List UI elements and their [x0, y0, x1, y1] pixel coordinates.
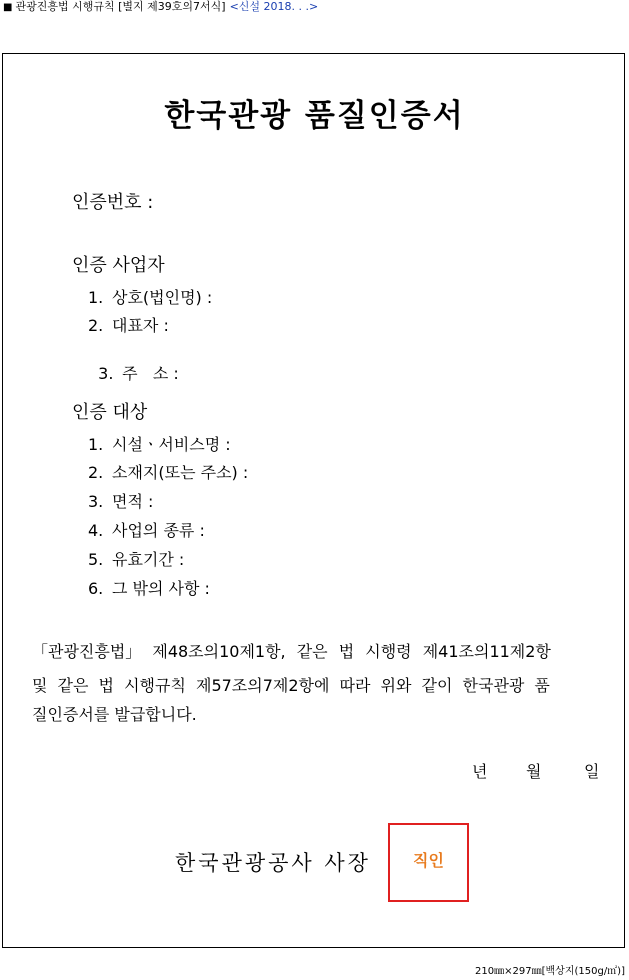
item-label: 상호(법인명) : — [112, 288, 213, 307]
operator-item-address — [88, 344, 179, 384]
square-bullet-icon: ■ — [3, 2, 13, 13]
statement-line-2: 및 같은 법 시행규칙 제57조의7제2항에 따라 위와 같이 한국관광 품 — [32, 676, 550, 695]
item-label: 면적 : — [112, 492, 154, 511]
item-number: 3. — [98, 364, 114, 383]
date-month: 월 — [526, 762, 542, 781]
item-number: 1. — [88, 435, 104, 454]
item-number: 1. — [88, 288, 104, 307]
operator-item-representative — [88, 316, 169, 336]
item-label: 그 밖의 사항 : — [112, 579, 210, 598]
form-header-note — [3, 0, 318, 14]
item-number: 2. — [88, 463, 104, 482]
item-number: 5. — [88, 550, 104, 569]
operator-item-name — [88, 288, 212, 308]
paper-size-note: 210㎜×297㎜[백상지(150g/㎡)] — [475, 966, 625, 977]
form-number: [별지 제39호의7서식] — [118, 0, 226, 13]
target-item-business-type — [88, 521, 205, 541]
law-name: 관광진흥법 시행규칙 — [15, 0, 115, 13]
item-label: 소재지(또는 주소) : — [112, 463, 249, 482]
target-item-facility — [88, 435, 231, 455]
item-label: 사업의 종류 : — [112, 521, 205, 540]
target-item-validity — [88, 550, 184, 570]
certificate-title: 한국관광 품질인증서 — [164, 98, 465, 134]
item-label: 유효기간 : — [112, 550, 185, 569]
item-number: 2. — [88, 316, 104, 335]
item-number: 6. — [88, 579, 104, 598]
amendment-note: <신설 2018. . .> — [229, 0, 319, 13]
official-seal-label: 직인 — [413, 851, 444, 870]
issuer-name: 한국관광공사 사장 — [175, 851, 371, 875]
target-item-location — [88, 463, 248, 483]
business-operator-heading: 인증 사업자 — [72, 255, 165, 276]
item-number: 3. — [88, 492, 104, 511]
item-label: 시설ㆍ서비스명 : — [112, 435, 231, 454]
item-label: 대표자 : — [112, 316, 169, 335]
date-day: 일 — [584, 762, 600, 781]
target-item-other — [88, 579, 210, 599]
statement-line-1: 「관광진흥법」 제48조의10제1항, 같은 법 시행령 제41조의11제2항 — [32, 642, 551, 661]
certification-target-heading: 인증 대상 — [72, 402, 148, 423]
item-number: 4. — [88, 521, 104, 540]
official-seal-box — [388, 823, 469, 902]
certificate-number-label: 인증번호 : — [72, 192, 154, 213]
statement-line-3: 질인증서를 발급합니다. — [32, 705, 197, 724]
item-label: 주 소 : — [122, 364, 179, 383]
date-year: 년 — [472, 762, 488, 781]
target-item-area — [88, 492, 153, 512]
